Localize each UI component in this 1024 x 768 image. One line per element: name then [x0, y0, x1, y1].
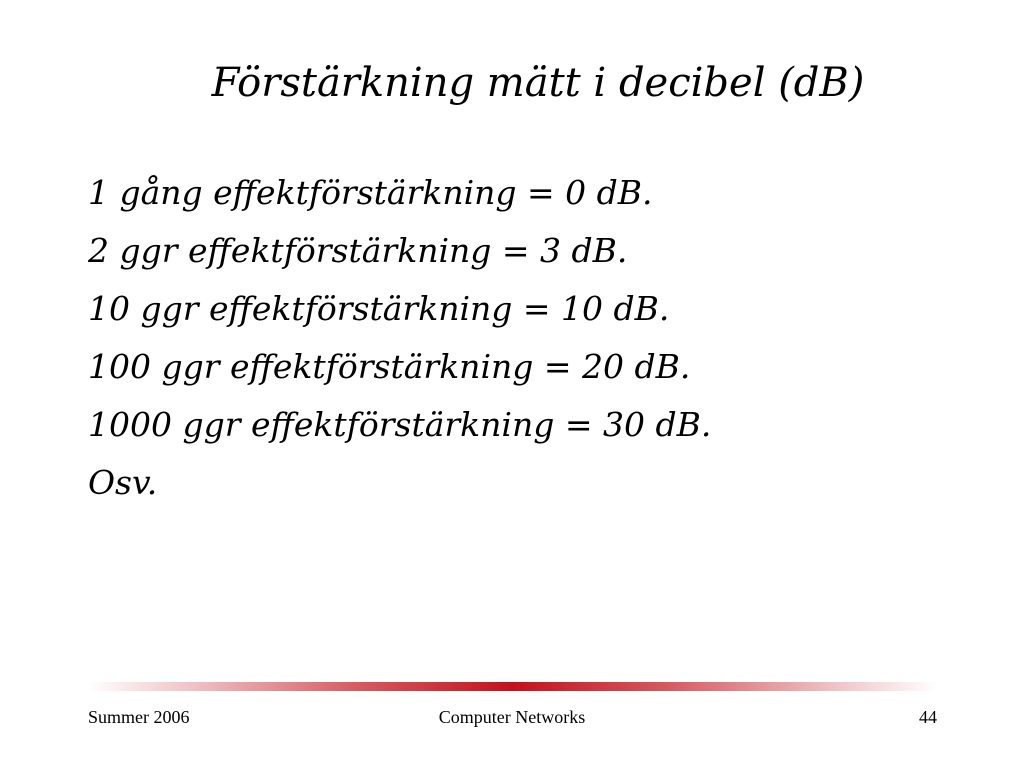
content-line-1: 1 gång effektförstärkning = 0 dB.: [88, 173, 653, 212]
footer-divider: [88, 682, 938, 691]
slide-content: [88, 164, 968, 512]
content-line-6: Osv.: [88, 463, 158, 502]
footer-course-title: Computer Networks: [438, 707, 586, 727]
footer-date: Summer 2006: [88, 707, 190, 727]
slide-title: Förstärkning mätt i decibel (dB): [211, 60, 865, 106]
content-line-3: 10 ggr effektförstärkning = 10 dB.: [88, 289, 670, 328]
content-line-5: 1000 ggr effektförstärkning = 30 dB.: [88, 405, 712, 444]
content-line-4: 100 ggr effektförstärkning = 20 dB.: [88, 347, 691, 386]
page-number: 44: [919, 707, 937, 727]
content-line-2: 2 ggr effektförstärkning = 3 dB.: [88, 231, 628, 270]
